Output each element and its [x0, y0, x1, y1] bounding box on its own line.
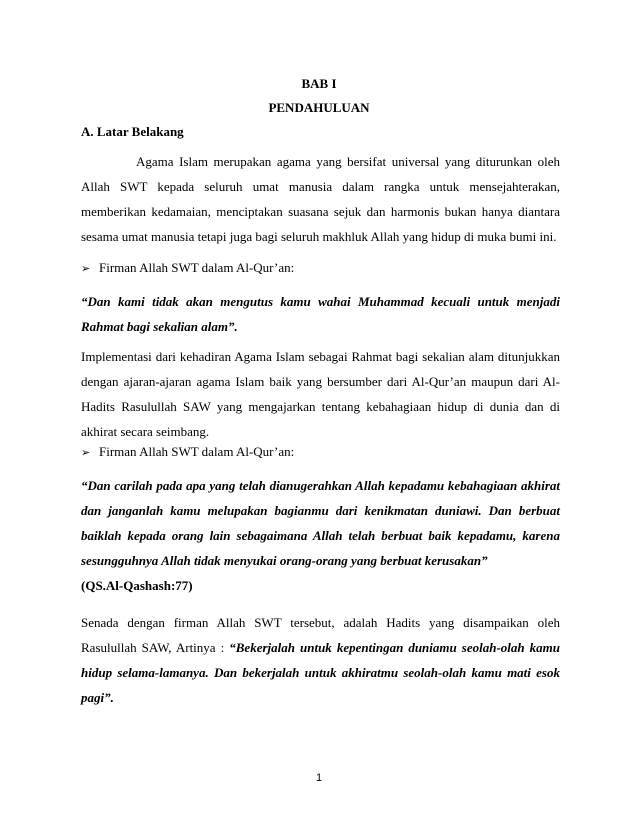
bullet-item-2 [81, 444, 560, 461]
section-heading: A. Latar Belakang [81, 124, 184, 139]
hadith-quote: “Bekerjalah untuk kepentingan duniamu seolah-olah kamu hidup selama-lamanya. Dan bekerjalah untuk akhiratmu seolah-olah kamu mati esok pagi”. [81, 640, 560, 705]
bullet-text: Firman Allah SWT dalam Al-Qur’an: [99, 260, 295, 275]
arrow-bullet-icon: ➢ [81, 262, 91, 275]
quote-verse-1: “Dan kami tidak akan mengutus kamu wahai Muhammad kecuali untuk menjadi Rahmat bagi sekalian alam”. [81, 294, 560, 334]
paragraph-implementation: Implementasi dari kehadiran Agama Islam sebagai Rahmat bagi sekalian alam ditunjukkan dengan ajaran-ajaran agama Islam baik yang bersumber dari Al-Qur’an maupun dari Al-Hadits Rasulullah SAW yang mengajarkan tentang kebahagiaan hidup di dunia dan di akhirat secara seimbang. [81, 349, 560, 439]
chapter-title: PENDAHULUAN [268, 100, 370, 115]
paragraph-intro: Agama Islam merupakan agama yang bersifat universal yang diturunkan oleh Allah SWT kepada seluruh umat manusia dalam rangka untuk mensejahterakan, memberikan kedamaian, menciptakan suasana sejuk dan harmonis bukan hanya diantara sesama umat manusia tetapi juga bagi seluruh makhluk Allah yang hidup di muka bumi ini. [81, 154, 560, 244]
quote-text: “Dan carilah pada apa yang telah dianugerahkan Allah kepadamu kebahagiaan akhirat dan janganlah kamu melupakan bagianmu dari kenikmatan duniawi. Dan berbuat baiklah kepada orang lain sebagaimana Allah telah berbuat baik kepadamu, karena sesungguhnya Allah tidak menyukai orang-orang yang berbuat kerusakan” [81, 478, 560, 568]
quote-verse-2 [81, 473, 560, 573]
page-number: 1 [315, 772, 323, 784]
quote-reference: (QS.Al-Qashash:77) [81, 578, 193, 593]
paragraph-hadith [81, 610, 560, 710]
hadith-intro: Senada dengan firman Allah SWT tersebut, adalah Hadits yang disampaikan oleh Rasulullah SAW, Artinya : [81, 615, 560, 655]
arrow-bullet-icon: ➢ [81, 446, 91, 459]
bullet-item-1 [81, 260, 560, 277]
bullet-text: Firman Allah SWT dalam Al-Qur’an: [99, 444, 295, 459]
chapter-number: BAB I [301, 76, 337, 91]
